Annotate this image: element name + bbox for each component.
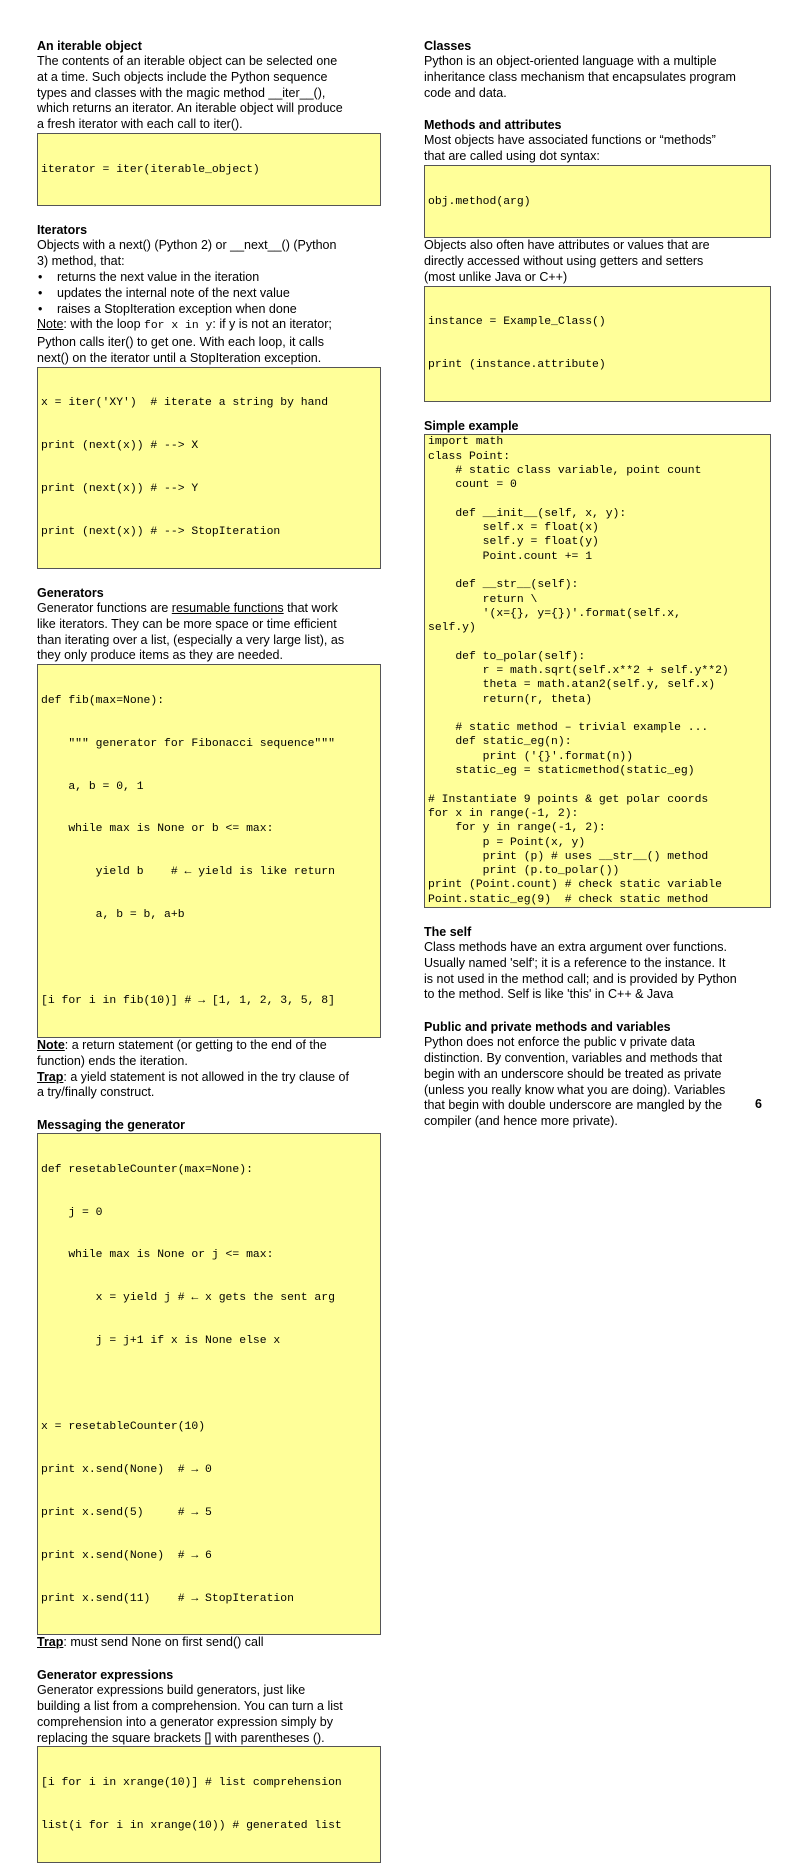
trap-label: Trap [37,1069,64,1084]
section-generators [37,585,381,1101]
code-line: # static class variable, point count [428,464,702,477]
text-line: Usually named 'self'; it is a reference to the instance. It [424,955,726,970]
section-body [37,238,381,270]
code-line [41,1377,377,1391]
code-line: # Instantiate 9 points & get polar coords [428,793,709,806]
text-line: inheritance class mechanism that encapsulates program [424,69,736,84]
code-block [37,133,381,206]
code-line [428,564,767,578]
code-line: '(x={}, y={})'.format(self.x, [428,607,681,620]
section-body [37,1683,381,1746]
code-line: return \ [428,593,538,606]
text-line: next() on the iterator until a StopIteration exception. [37,351,322,366]
text-line: a fresh iterator with each call to iter(). [37,117,243,132]
text-line [37,601,381,617]
bullet-list [37,270,381,317]
code-line [428,492,767,506]
trap-text: : must send None on first send() call [63,1635,264,1650]
code-line: j = 0 [41,1206,103,1219]
code-line: static_eg = staticmethod(static_eg) [428,765,695,778]
code-line: return(r, theta) [428,693,593,706]
section-heading: Generator expressions [37,1668,174,1683]
code-line: print (Point.count) # check static variable [428,879,722,892]
code-line: x = yield j # ← x gets the sent arg [41,1292,335,1305]
section-heading: Simple example [424,419,519,434]
note-paragraph [37,317,381,366]
code-line: for y in range(-1, 2): [428,822,606,835]
code-line: while max is None or b <= max: [41,823,274,836]
text-line: begin with an underscore should be treated as private [424,1066,722,1081]
code-line: self.x = float(x) [428,522,599,535]
text-line: Python calls iter() to get one. With each loop, it calls [37,335,324,350]
section-the-self [424,924,771,1003]
code-line: def __init__(self, x, y): [428,507,627,520]
code-line: a, b = 0, 1 [41,780,144,793]
section-body [424,940,771,1003]
code-line: print (p) # uses __str__() method [428,850,709,863]
text-line: like iterators. They can be more space or time efficient [37,616,337,631]
section-body [37,601,381,664]
section-public-private [424,1019,771,1130]
code-line: print ('{}'.format(n)) [428,750,634,763]
code-line: print (instance.attribute) [428,359,606,372]
section-heading: Public and private methods and variables [424,1020,671,1035]
section-heading: Iterators [37,223,88,238]
section-body [424,238,771,285]
section-iterable-object [37,38,381,206]
note-text: : if y is not an iterator; [212,317,332,332]
code-line: print (next(x)) # --> X [41,440,199,453]
code-line: [i for i in xrange(10)] # list comprehension [41,1777,342,1790]
code-line: obj.method(arg) [428,195,531,208]
bullet-item: • raises a StopIteration exception when done [37,302,381,318]
note-line [37,317,381,335]
code-block [424,286,771,402]
code-line: [i for i in fib(10)] # → [1, 1, 2, 3, 5, 8] [41,995,335,1008]
code-line [428,778,767,792]
section-body [424,1035,771,1130]
note-text: : a return statement (or getting to the end of the [64,1037,327,1052]
code-line: j = j+1 if x is None else x [41,1335,281,1348]
text-line: The contents of an iterable object can be selected one [37,54,338,68]
section-methods-attributes [424,117,771,402]
code-line: a, b = b, a+b [41,909,185,922]
text-line: at a time. Such objects include the Python sequence [37,69,328,84]
section-simple-example [424,418,771,908]
code-line [41,951,377,965]
bullet-item: • returns the next value in the iteration [37,270,381,286]
trap-text: : a yield statement is not allowed in the try clause of [63,1069,349,1084]
section-heading: The self [424,925,472,940]
code-line: print x.send(11) # → StopIteration [41,1592,294,1605]
text-line: Most objects have associated functions or “methods” [424,133,716,148]
code-line: print x.send(None) # → 6 [41,1549,212,1562]
code-line [428,635,767,649]
code-line: def __str__(self): [428,579,579,592]
section-heading: Methods and attributes [424,118,562,133]
code-line: print (next(x)) # --> Y [41,483,199,496]
code-line: def to_polar(self): [428,650,586,663]
text-line: compiler (and hence more private). [424,1114,618,1129]
text-line: than iterating over a list, (especially a very large list), as [37,632,345,647]
note-paragraph [37,1038,381,1101]
text-line [37,1038,381,1054]
code-line: print x.send(None) # → 0 [41,1463,212,1476]
code-block [37,1746,381,1862]
section-heading: Messaging the generator [37,1118,185,1133]
text-span: Generator functions are [37,601,172,615]
text-line: Python is an object-oriented language with a multiple [424,54,717,68]
code-line: x = resetableCounter(10) [41,1421,206,1434]
code-line: x = iter('XY') # iterate a string by hand [41,397,329,410]
code-line [428,707,767,721]
text-line: 3) method, that: [37,254,125,269]
text-line: function) ends the iteration. [37,1053,188,1068]
text-line: which returns an iterator. An iterable object will produce [37,101,343,116]
code-block [424,434,771,908]
code-line: print (p.to_polar()) [428,865,620,878]
left-column [37,36,381,1863]
text-line: Generator expressions build generators, just like [37,1683,306,1698]
text-line: replacing the square brackets [] with parentheses (). [37,1730,325,1745]
section-iterators [37,222,381,569]
trap-label: Trap [37,1635,64,1650]
code-line: for x in range(-1, 2): [428,807,579,820]
code-line: # static method – trivial example ... [428,722,709,735]
code-line: print (next(x)) # --> StopIteration [41,526,281,539]
text-line [37,1070,381,1086]
text-line: Class methods have an extra argument over functions. [424,940,727,955]
code-block [424,165,771,238]
text-line: Python does not enforce the public v private data [424,1035,696,1050]
section-body [424,54,771,101]
code-line: Point.static_eg(9) # check static method [428,893,709,906]
code-line: class Point: [428,450,511,463]
code-line: instance = Example_Class() [428,316,606,329]
text-line: distinction. By convention, variables and methods that [424,1051,723,1066]
text-line: building a list from a comprehension. You can turn a list [37,1699,343,1714]
code-block [37,664,381,1038]
bullet-item: • updates the internal note of the next value [37,286,381,302]
text-span: that work [283,601,338,615]
text-line: directly accessed without using getters and setters [424,254,704,269]
code-line: Point.count += 1 [428,550,593,563]
text-line: (unless you really know what you are doing). Variables [424,1082,726,1097]
section-classes [424,38,771,101]
code-block [37,1133,381,1635]
code-line: print x.send(5) # → 5 [41,1506,212,1519]
code-line: self.y = float(y) [428,536,599,549]
code-line: def static_eg(n): [428,736,572,749]
text-line: that are called using dot syntax: [424,149,600,164]
text-line: (most unlike Java or C++) [424,270,568,285]
right-column [424,36,771,1130]
text-line: that begin with double underscore are mangled by the [424,1098,723,1113]
inline-code: for x in y [144,320,213,333]
code-line: list(i for i in xrange(10)) # generated list [41,1819,342,1832]
code-line: self.y) [428,622,476,635]
note-label: Note [37,1037,65,1052]
text-line: to the method. Self is like 'this' in C++ & Java [424,987,674,1002]
text-line: a try/finally construct. [37,1085,155,1100]
text-line: comprehension into a generator expression simply by [37,1714,333,1729]
code-line: """ generator for Fibonacci sequence""" [41,737,335,750]
code-line: def resetableCounter(max=None): [41,1163,253,1176]
section-body [37,54,381,133]
text-line: code and data. [424,85,507,100]
code-line: theta = math.atan2(self.y, self.x) [428,679,716,692]
code-line: r = math.sqrt(self.x**2 + self.y**2) [428,664,729,677]
section-heading: Classes [424,39,472,53]
text-line: is not used in the method call; and is provided by Python [424,971,737,986]
code-line: count = 0 [428,479,517,492]
note-label: Note [37,317,64,332]
resumable-functions-link[interactable]: resumable functions [171,601,284,615]
code-line: iterator = iter(iterable_object) [41,163,260,176]
code-line: p = Point(x, y) [428,836,586,849]
section-messaging-generator [37,1117,381,1651]
code-block [37,367,381,569]
section-heading: Generators [37,586,104,600]
text-line: they only produce items as they are needed. [37,648,283,663]
code-line: def fib(max=None): [41,694,165,707]
trap-paragraph [37,1635,381,1651]
text-line: Objects with a next() (Python 2) or __next__() (Python [37,238,337,253]
section-generator-expressions [37,1667,381,1863]
section-heading: An iterable object [37,39,142,53]
code-line: while max is None or j <= max: [41,1249,274,1262]
text-line: Objects also often have attributes or values that are [424,238,710,253]
code-line: yield b # ← yield is like return [41,866,335,879]
note-text: : with the loop [63,317,145,332]
code-line: import math [428,436,504,449]
page-number: 6 [755,1097,762,1111]
text-line: types and classes with the magic method __iter__(), [37,85,326,100]
section-body [424,133,771,165]
